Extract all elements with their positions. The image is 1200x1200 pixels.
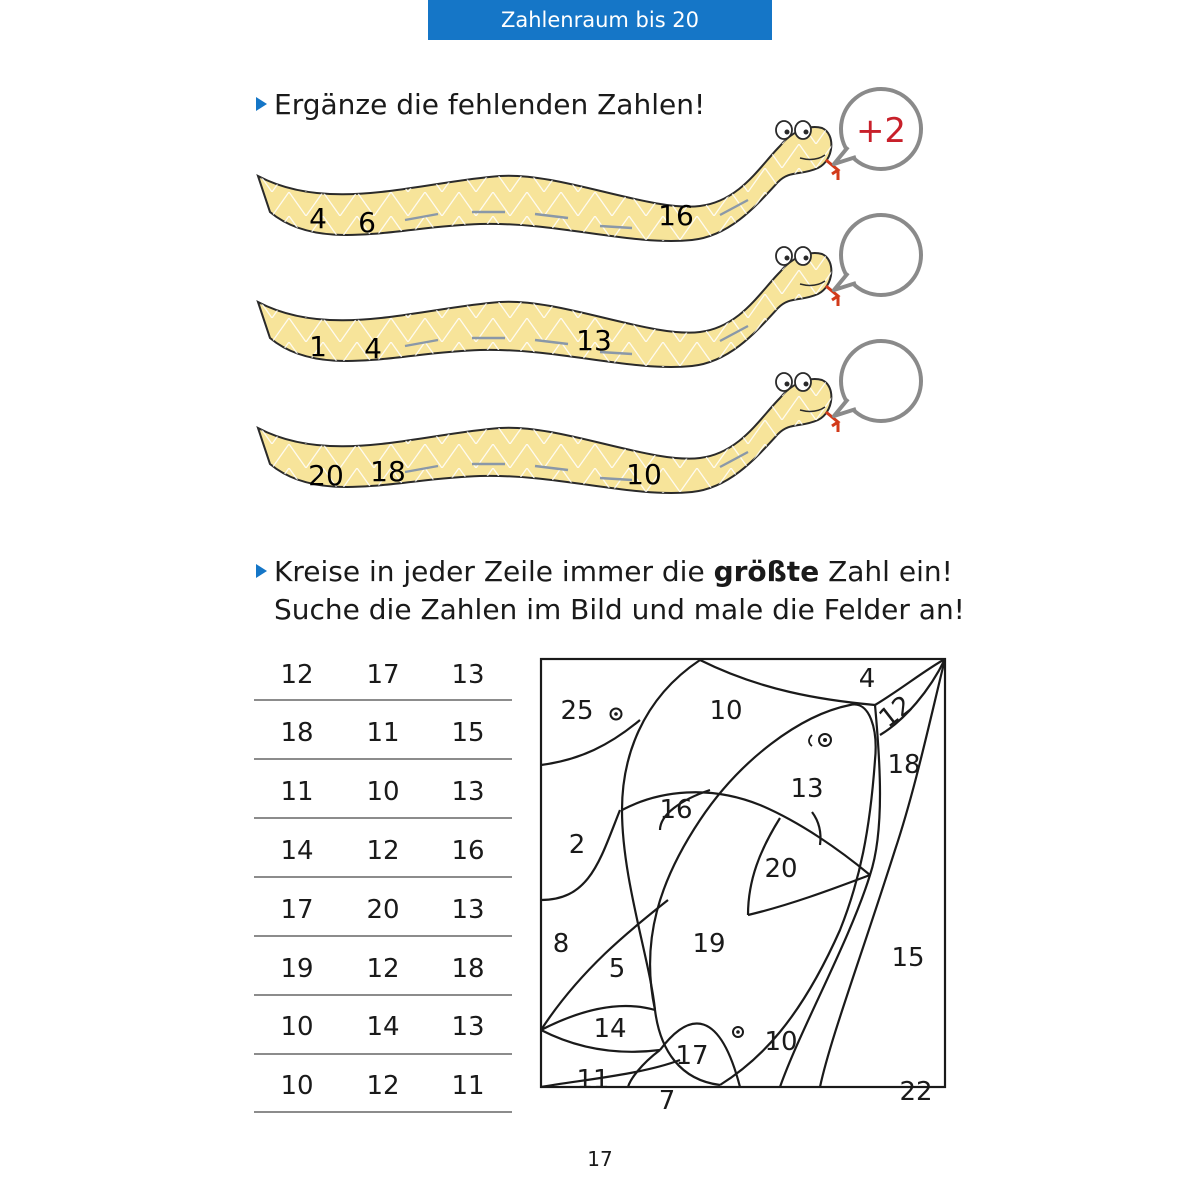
table-cell: 17 [280, 895, 314, 925]
task-1-text: Ergänze die fehlenden Zahlen! [274, 88, 706, 121]
snake-2-number: 4 [364, 332, 382, 365]
field-number: 12 [873, 689, 919, 735]
field-number: 4 [858, 664, 876, 694]
table-cell: 10 [280, 1012, 314, 1042]
table-cell: 10 [366, 777, 400, 807]
snake-1-number: 6 [358, 206, 376, 239]
eye-icon [733, 1027, 743, 1037]
table-cell: 11 [280, 777, 314, 807]
field-number: 8 [552, 929, 570, 959]
field-number: 18 [887, 750, 921, 780]
table-cell: 13 [451, 1012, 485, 1042]
field-number: 20 [764, 854, 798, 884]
snake-1 [258, 89, 921, 241]
snakes-exercise [0, 0, 1200, 560]
table-cell: 12 [366, 954, 400, 984]
task-2-line-2: Suche die Zahlen im Bild und male die Felder an! [274, 593, 965, 626]
field-number: 13 [790, 774, 824, 804]
field-number: 16 [659, 795, 693, 825]
field-number: 14 [593, 1014, 627, 1044]
eye-icon [611, 709, 622, 720]
snake-3-number: 20 [308, 459, 344, 492]
page-number: 17 [587, 1147, 613, 1171]
table-cell: 14 [280, 836, 314, 866]
task-2-line-1: Kreise in jeder Zeile immer die größte Zahl ein! [274, 555, 953, 588]
snake-2-number: 13 [576, 324, 612, 357]
task-arrow-icon [256, 564, 267, 578]
table-cell: 12 [366, 1071, 400, 1101]
field-number: 17 [675, 1041, 709, 1071]
table-cell: 13 [451, 777, 485, 807]
table-cell: 16 [451, 836, 485, 866]
bubble-1-rule: +2 [855, 111, 907, 151]
emphasis-word: größte [713, 555, 820, 588]
table-cell: 18 [280, 718, 314, 748]
field-number: 11 [576, 1065, 610, 1095]
field-number: 10 [764, 1027, 798, 1057]
field-number: 22 [899, 1077, 933, 1107]
snake-1-number: 16 [658, 199, 694, 232]
snake-3-number: 10 [626, 458, 662, 491]
snake-3-number: 18 [370, 455, 406, 488]
field-number: 5 [608, 954, 626, 984]
snake-2-number: 1 [309, 330, 327, 363]
table-cell: 12 [366, 836, 400, 866]
table-cell: 10 [280, 1071, 314, 1101]
table-cell: 19 [280, 954, 314, 984]
table-cell: 11 [366, 718, 400, 748]
speech-bubble-3 [834, 341, 921, 421]
table-cell: 11 [451, 1071, 485, 1101]
field-number: 2 [568, 830, 586, 860]
table-cell: 13 [451, 660, 485, 690]
section-title: Zahlenraum bis 20 [500, 8, 700, 32]
table-cell: 12 [280, 660, 314, 690]
field-number: 25 [560, 696, 594, 726]
snake-1-number: 4 [309, 202, 327, 235]
table-cell: 18 [451, 954, 485, 984]
eye-icon [809, 734, 831, 746]
snake-3 [258, 341, 921, 493]
table-cell: 14 [366, 1012, 400, 1042]
field-number: 10 [709, 696, 743, 726]
table-cell: 20 [366, 895, 400, 925]
table-cell: 13 [451, 895, 485, 925]
table-cell: 15 [451, 718, 485, 748]
field-number: 7 [658, 1086, 676, 1116]
field-number: 15 [891, 943, 925, 973]
speech-bubble-2 [834, 215, 921, 295]
table-cell: 17 [366, 660, 400, 690]
field-number: 19 [692, 929, 726, 959]
